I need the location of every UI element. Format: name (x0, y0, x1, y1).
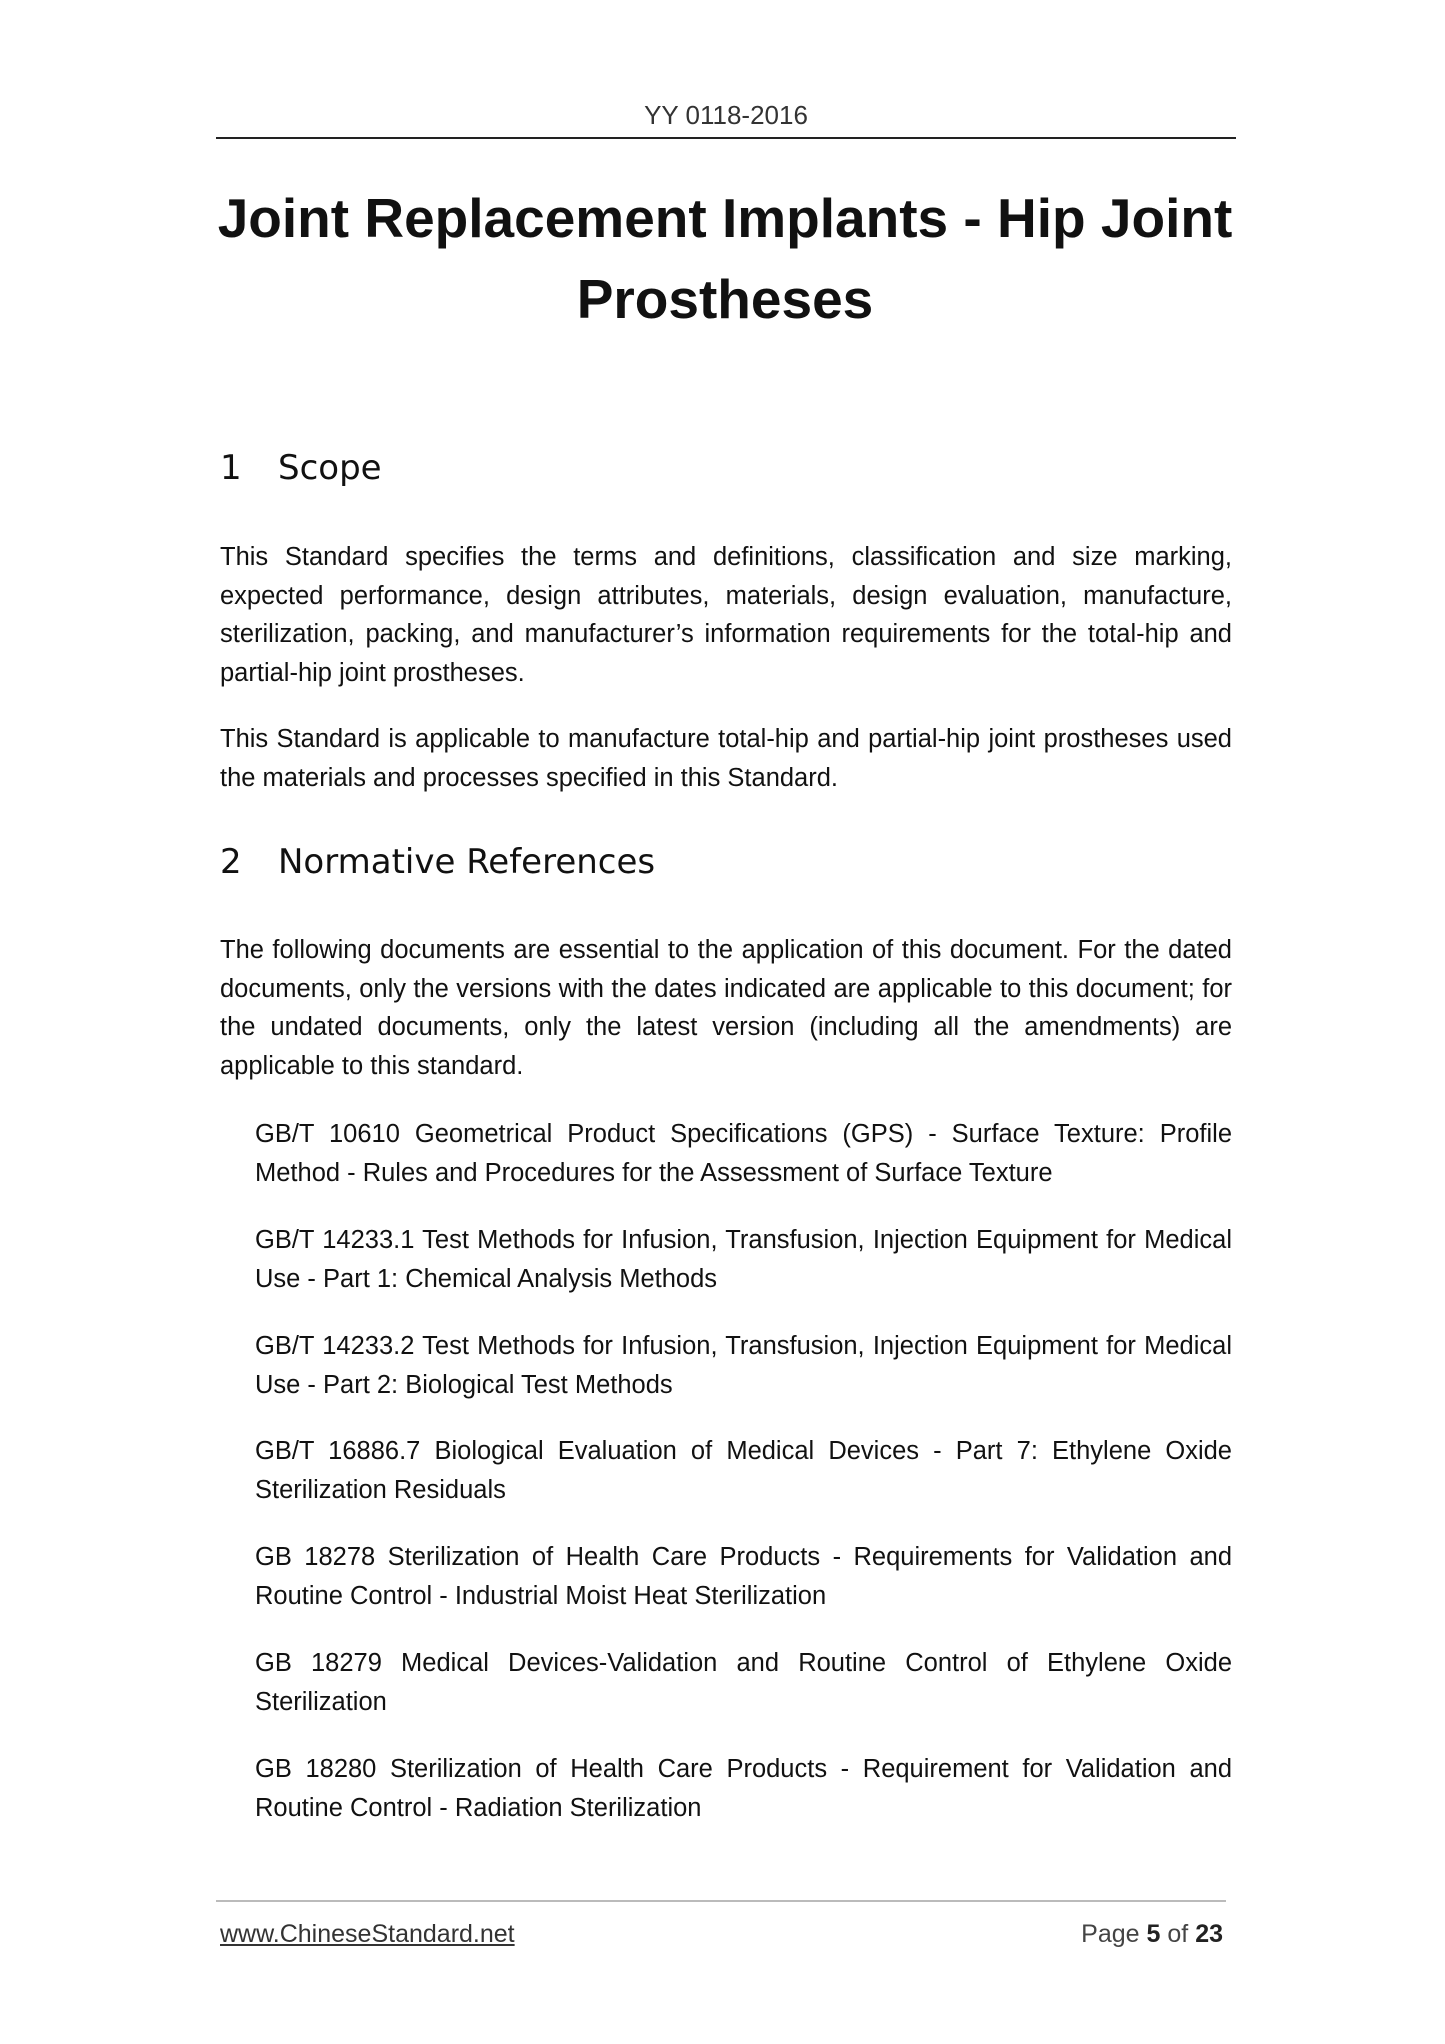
website-link[interactable]: www.ChineseStandard.net (220, 1920, 515, 1948)
title-line-2: Prostheses (576, 268, 874, 330)
reference-item: GB 18280 Sterilization of Health Care Products - Requirement for Validation and Routine Control - Radiation Sterilization (255, 1755, 1232, 1822)
page-prefix: Page (1081, 1920, 1140, 1948)
reference-item: GB 18278 Sterilization of Health Care Products - Requirements for Validation and Routine Control - Industrial Moist Heat Sterilization (255, 1543, 1232, 1610)
scope-paragraph-2: This Standard is applicable to manufacture total-hip and partial-hip joint prostheses used the materials and processes specified in this Standard. (220, 725, 1232, 792)
reference-item: GB/T 14233.2 Test Methods for Infusion, Transfusion, Injection Equipment for Medical Use - Part 2: Biological Test Methods (255, 1332, 1232, 1399)
title-line-1: Joint Replacement Implants - Hip Joint (217, 187, 1233, 249)
document-title (190, 178, 1260, 340)
reference-item: GB 18279 Medical Devices-Validation and Routine Control of Ethylene Oxide Sterilization (255, 1649, 1232, 1716)
page-indicator (1081, 1920, 1223, 1949)
section-2-title: Normative References (278, 842, 656, 882)
scope-paragraph-1: This Standard specifies the terms and definitions, classification and size marking, expected performance, design attributes, materials, design evaluation, manufacture, sterilization, packing, and manufacturer’s information requirements for the total-hip and partial-hip joint prostheses. (220, 543, 1232, 687)
section-2-heading (220, 842, 655, 882)
normative-references-intro: The following documents are essential to the application of this document. For the dated documents, only the versions with the dates indicated are applicable to this document; for the undated documents, only the latest version (including all the amendments) are applicable to this standard. (220, 936, 1232, 1080)
section-1-title: Scope (278, 448, 382, 488)
section-2-number: 2 (220, 842, 242, 882)
section-1-heading (220, 448, 382, 488)
document-header-id: YY 0118-2016 (644, 100, 808, 130)
header-divider (216, 137, 1236, 139)
page-of: of (1167, 1920, 1189, 1948)
footer-divider (216, 1900, 1226, 1902)
section-1-number: 1 (220, 448, 242, 488)
current-page-number: 5 (1146, 1920, 1161, 1948)
reference-item: GB/T 14233.1 Test Methods for Infusion, Transfusion, Injection Equipment for Medical Use - Part 1: Chemical Analysis Methods (255, 1226, 1232, 1293)
reference-item: GB/T 10610 Geometrical Product Specifications (GPS) - Surface Texture: Profile Method - Rules and Procedures for the Assessment of Surface Texture (255, 1120, 1232, 1187)
total-pages-number: 23 (1195, 1920, 1223, 1948)
reference-item: GB/T 16886.7 Biological Evaluation of Medical Devices - Part 7: Ethylene Oxide Sterilization Residuals (255, 1437, 1232, 1504)
